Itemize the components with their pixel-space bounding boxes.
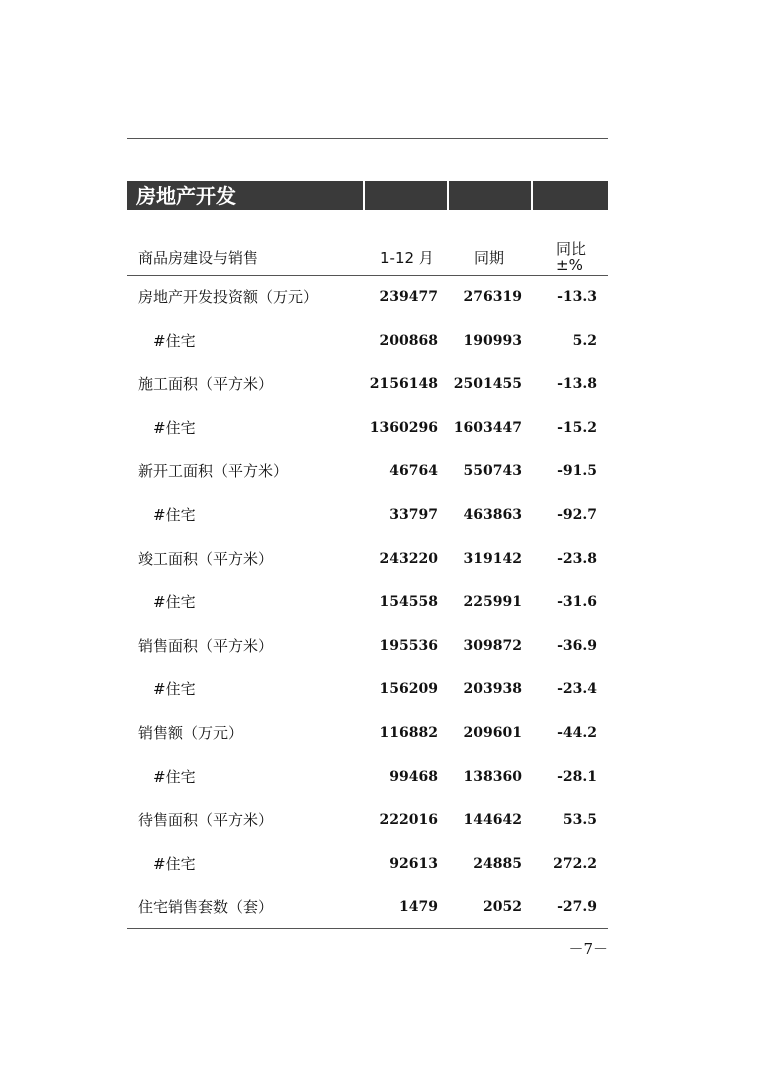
value-yoy: -92.7 [557, 507, 597, 523]
value-prior: 463863 [463, 507, 522, 523]
row-label: 房地产开发投资额（万元） [138, 288, 319, 306]
column-header-yoy-line1: 同比 [556, 240, 587, 258]
table-row [127, 892, 608, 922]
row-label: 销售面积（平方米） [138, 636, 274, 655]
value-prior: 309872 [463, 637, 522, 654]
table-row [127, 326, 608, 356]
value-prior: 225991 [463, 594, 522, 611]
section-header-bar [127, 181, 608, 210]
value-current: 239477 [379, 289, 438, 305]
value-current: 33797 [389, 507, 438, 523]
value-current: 243220 [379, 550, 438, 567]
value-prior: 319142 [463, 550, 522, 567]
column-header-prior: 同期 [474, 249, 505, 267]
value-current: 1479 [399, 899, 438, 916]
column-header-yoy-line2: ±% [556, 256, 583, 274]
value-yoy: -36.9 [557, 637, 597, 654]
value-yoy: -44.2 [557, 725, 597, 741]
value-yoy: -13.8 [557, 376, 597, 393]
row-label: #住宅 [153, 506, 196, 524]
row-label: 竣工面积（平方米） [138, 549, 274, 568]
header-cell-yoy [533, 181, 608, 210]
table-row [127, 631, 608, 661]
value-prior: 276319 [463, 289, 522, 305]
value-yoy: -31.6 [557, 594, 597, 611]
table-row [127, 544, 608, 574]
bottom-rule [127, 928, 608, 929]
value-current: 92613 [389, 855, 438, 872]
value-yoy: -91.5 [557, 463, 597, 480]
value-yoy: 53.5 [562, 812, 597, 829]
table-row [127, 369, 608, 399]
value-current: 156209 [379, 681, 438, 698]
value-prior: 203938 [463, 681, 522, 698]
row-label: #住宅 [153, 593, 196, 612]
row-label: 销售额（万元） [138, 724, 244, 742]
value-current: 46764 [389, 463, 438, 480]
value-yoy: -23.4 [557, 681, 597, 698]
table-row [127, 500, 608, 530]
row-label: 待售面积（平方米） [138, 811, 274, 830]
page-number: －7－ [568, 940, 608, 958]
row-label: 新开工面积（平方米） [138, 462, 289, 481]
row-label: #住宅 [153, 767, 196, 786]
value-prior: 24885 [473, 855, 522, 872]
row-label: #住宅 [153, 331, 196, 350]
row-label: 住宅销售套数（套） [138, 898, 274, 917]
value-yoy: -15.2 [557, 419, 597, 436]
column-header-item: 商品房建设与销售 [138, 249, 259, 267]
row-label: #住宅 [153, 418, 196, 437]
row-label: 施工面积（平方米） [138, 375, 274, 394]
value-prior: 1603447 [453, 419, 522, 436]
top-rule [127, 138, 608, 139]
value-prior: 190993 [463, 332, 522, 349]
table-row [127, 456, 608, 486]
row-label: #住宅 [153, 680, 196, 699]
header-cell-prior [449, 181, 531, 210]
value-yoy: -28.1 [557, 768, 597, 785]
value-current: 99468 [389, 768, 438, 785]
table-row [127, 805, 608, 835]
table-row [127, 849, 608, 879]
row-label: #住宅 [153, 854, 196, 873]
column-header-rule [127, 275, 608, 276]
value-current: 195536 [379, 637, 438, 654]
table-row [127, 674, 608, 704]
value-prior: 2052 [483, 899, 522, 916]
header-cell-current [365, 181, 447, 210]
table-row [127, 762, 608, 792]
value-current: 116882 [379, 725, 438, 741]
section-title: 房地产开发 [127, 181, 363, 210]
value-yoy: 5.2 [572, 332, 597, 349]
value-current: 154558 [379, 594, 438, 611]
column-header-current: 1-12 月 [380, 249, 434, 267]
value-prior: 138360 [463, 768, 522, 785]
value-yoy: -13.3 [557, 289, 597, 305]
table-row [127, 282, 608, 312]
value-prior: 144642 [463, 812, 522, 829]
value-yoy: -27.9 [557, 899, 597, 916]
value-prior: 2501455 [453, 376, 522, 393]
value-current: 1360296 [369, 419, 438, 436]
table-row [127, 413, 608, 443]
value-current: 2156148 [369, 376, 438, 393]
table-row [127, 587, 608, 617]
table-row [127, 718, 608, 748]
value-yoy: -23.8 [557, 550, 597, 567]
value-prior: 209601 [463, 725, 522, 741]
value-current: 222016 [379, 812, 438, 829]
value-yoy: 272.2 [553, 855, 597, 872]
value-prior: 550743 [463, 463, 522, 480]
value-current: 200868 [379, 332, 438, 349]
